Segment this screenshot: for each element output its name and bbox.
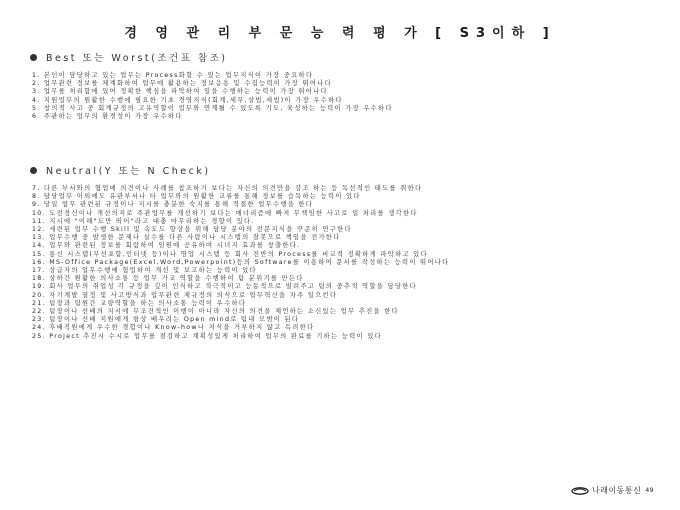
list-item: 21. 팀장과 팀원간 교량역할을 하는 의사소통 능력이 우수하다 [32, 299, 247, 307]
list-item: 24. 후배직원에게 우수한 경험이나 Know-how나 지식을 거부하지 않고 독려한다 [32, 324, 315, 332]
list-item: 11. 지시에 "이해"도만 띄어"라고 대충 마무리하는 경향이 있다. [32, 217, 255, 225]
list-item: 7. 다른 부서와의 협업에 의견이나 사례를 참조하기 보다는 자신의 의견만을 강조 하는 등 독선적인 태도를 취한다 [32, 185, 423, 192]
list-item: 25. Project 추진시 수시로 업무를 점검하고 계획성있게 처리하여 업무의 완료를 기하는 능력이 있다 [32, 332, 382, 340]
page-title: 경 영 관 리 부 문 능 력 평 가 [ S3이하 ] [124, 26, 556, 41]
list-item: 4. 지원업무의 원활한 수행에 필요한 기초 경영지식(회계,세무,상법,세법)이 가장 우수하다 [32, 96, 343, 104]
page-number: 49 [645, 487, 654, 494]
logo-swoosh-icon [571, 487, 589, 495]
list-item: 5. 창의적 사고 중 회계규정의 고유역할이 업무와 연계될 수 있도록 기도, 육성하는 능력이 가장 우수하다 [32, 104, 393, 112]
list-item: 15. 통신 시스템(무선포함,인터넷 등)이나 영업 시스템 등 회사 전반의 Process를 비교적 정확하게 파악하고 있다 [32, 250, 428, 258]
bullet-icon [30, 54, 37, 61]
list-item: 18. 상하간 원활한 의사소통 등 업무 가교 역할을 수행하여 팀 분위기를 만든다 [32, 275, 304, 283]
list-item: 14. 업무와 관련된 정보를 회람하여 임원에 공유하여 시너지 효과를 창출한다. [32, 242, 301, 250]
section-heading-neutral [30, 163, 211, 177]
list-item: 20. 자기계발 열정 및 사고방식과 업무관련 제규정의 의식으로 업무혁신을 자주 일으킨다 [32, 291, 338, 299]
list-item: 17. 상급자의 업무수행에 협업하여 개선 및 보고하는 능력이 있다 [32, 267, 257, 275]
bullet-icon [30, 167, 37, 174]
section-heading-best-worst [30, 50, 227, 64]
section-heading-label: Best 또는 Worst(조건표 참조) [46, 53, 228, 64]
list-item: 8. 담당업무 이외에도 유관부서나 타 업무와의 원활한 교류를 통해 정보를 습득하는 능력이 있다 [32, 193, 361, 201]
list-item: 10. 도전정신이나 개선의지로 주관업무를 개선하기 보다는 매너리즘에 빠져 무책임한 사고로 일 처리를 생각한다 [32, 209, 418, 217]
list-item: 1. 본인이 담당하고 있는 업무는 Process화할 수 있는 업무지식이 가장 중요하다 [32, 72, 314, 79]
list-item: 22. 팀장이나 선배의 지시에 무조건적인 이행이 아니라 자신의 의견을 제언하는 소신있는 업무 추진을 한다 [32, 308, 399, 316]
neutral-list [32, 185, 652, 341]
section-heading-label: Neutral(Y 또는 N Check) [46, 166, 211, 177]
list-item: 9. 당일 업무 관련된 규정이나 지시를 충분한 숙지를 통해 적절한 업무수행을 한다 [32, 201, 314, 209]
list-item: 19. 회사 업무의 취업성 각 규정을 깊이 인식하고 적극적이고 능동적으로 빌려주고 팀의 중추적 역할을 담당한다 [32, 283, 417, 291]
list-item: 12. 세련된 업무 수행 Skill 및 속도도 향상을 위해 담당 분야의 전문지식을 꾸준히 연구한다 [32, 226, 352, 234]
list-item: 3. 업무를 처리함에 있어 정확한 핵심을 파악하여 일을 수행하는 능력이 가장 뛰어나다 [32, 88, 328, 96]
list-item: 13. 업무수행 중 발생한 문제나 실수를 다른 사람이나 시스템의 잘못으로 책임을 전가한다 [32, 234, 341, 242]
best-worst-list [32, 72, 652, 121]
list-item: 6. 주관하는 업무의 환경성이 가장 우수하다 [32, 113, 183, 121]
list-item: 2. 업무관련 정보를 체계화하여 업무에 활용하는 정보응용 및 수집능력이 가장 뛰어나다 [32, 80, 333, 88]
company-logo [571, 485, 654, 496]
logo-text: 나래이동통신 [591, 486, 642, 495]
list-item: 16. MS-Office Package(Excel,Word,Powerpoint)등의 Software를 이용하여 문서를 작성하는 능력이 뛰어나다 [32, 258, 450, 266]
list-item: 23. 팀장이나 선배 지원에게 항상 배우려는 Open mind로 팀내 모범이 된다 [32, 316, 300, 324]
